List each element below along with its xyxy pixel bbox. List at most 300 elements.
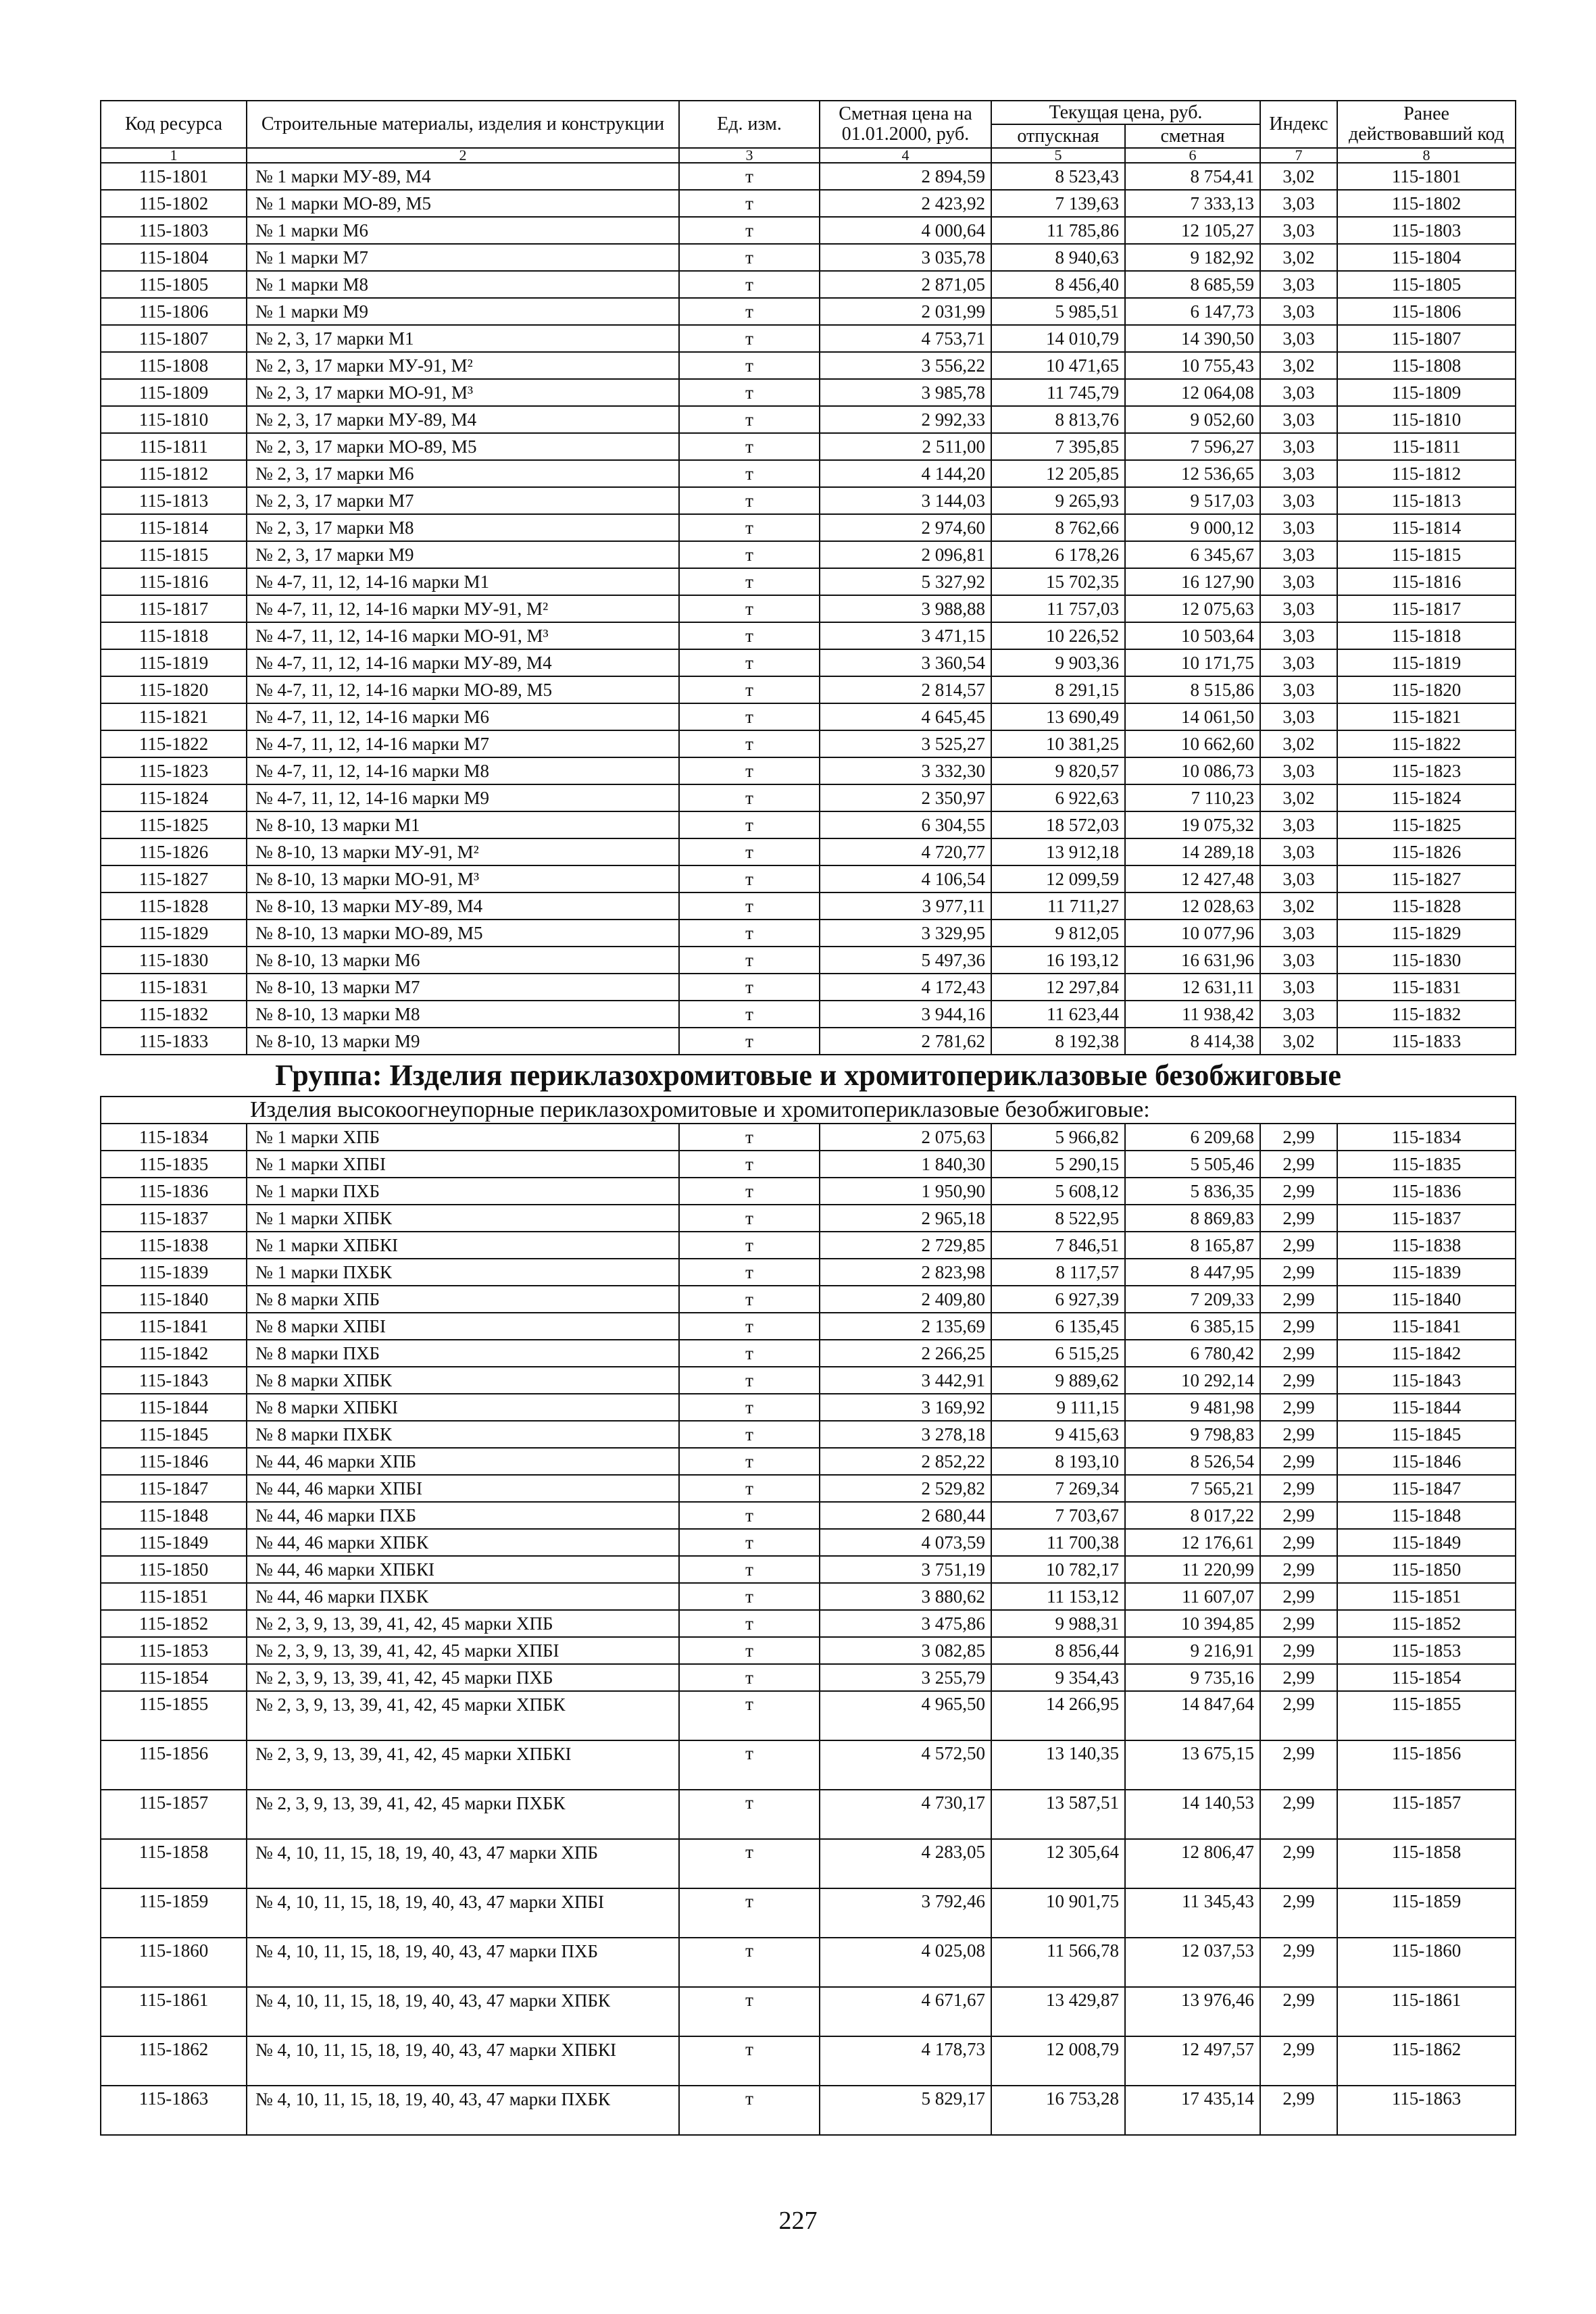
cell-resource-code: 115-1859 — [101, 1888, 247, 1938]
cell-material-name: № 1 марки ХПБI — [247, 1151, 679, 1178]
table-body-section-1 — [101, 163, 1516, 1055]
column-number: 4 — [820, 148, 991, 163]
cell-release-price: 10 471,65 — [991, 352, 1125, 379]
cell-estimate-price: 13 976,46 — [1125, 1987, 1260, 2036]
table-row — [101, 1340, 1516, 1367]
cell-index: 3,03 — [1260, 920, 1337, 947]
table-row — [101, 1987, 1516, 2036]
cell-resource-code: 115-1812 — [101, 460, 247, 487]
cell-index: 3,03 — [1260, 298, 1337, 325]
table-row — [101, 1888, 1516, 1938]
cell-estimate-price: 8 754,41 — [1125, 163, 1260, 190]
cell-index: 3,03 — [1260, 514, 1337, 541]
cell-estimate-price: 12 806,47 — [1125, 1839, 1260, 1888]
table-row — [101, 379, 1516, 406]
cell-material-name: № 2, 3, 17 марки М6 — [247, 460, 679, 487]
cell-previous-code: 115-1863 — [1337, 2086, 1516, 2135]
cell-index: 3,03 — [1260, 1001, 1337, 1028]
cell-release-price: 13 912,18 — [991, 838, 1125, 865]
cell-material-name: № 8-10, 13 марки МО-89, М5 — [247, 920, 679, 947]
cell-unit: т — [679, 1583, 820, 1610]
cell-resource-code: 115-1819 — [101, 649, 247, 676]
cell-previous-code: 115-1808 — [1337, 352, 1516, 379]
cell-base-price: 4 730,17 — [820, 1790, 991, 1839]
table-row — [101, 568, 1516, 595]
cell-release-price: 6 178,26 — [991, 541, 1125, 568]
cell-index: 2,99 — [1260, 1888, 1337, 1938]
cell-release-price: 8 762,66 — [991, 514, 1125, 541]
cell-base-price: 2 992,33 — [820, 406, 991, 433]
cell-estimate-price: 9 735,16 — [1125, 1664, 1260, 1691]
cell-base-price: 4 000,64 — [820, 217, 991, 244]
cell-estimate-price: 8 165,87 — [1125, 1232, 1260, 1259]
cell-index: 2,99 — [1260, 1740, 1337, 1790]
cell-previous-code: 115-1823 — [1337, 757, 1516, 784]
cell-resource-code: 115-1836 — [101, 1178, 247, 1205]
cell-estimate-price: 9 517,03 — [1125, 487, 1260, 514]
cell-unit: т — [679, 406, 820, 433]
cell-unit: т — [679, 1421, 820, 1448]
cell-base-price: 2 423,92 — [820, 190, 991, 217]
cell-resource-code: 115-1844 — [101, 1394, 247, 1421]
cell-release-price: 6 135,45 — [991, 1313, 1125, 1340]
cell-base-price: 2 871,05 — [820, 271, 991, 298]
cell-estimate-price: 7 596,27 — [1125, 433, 1260, 460]
cell-base-price: 2 781,62 — [820, 1028, 991, 1055]
cell-release-price: 8 856,44 — [991, 1637, 1125, 1664]
cell-resource-code: 115-1821 — [101, 703, 247, 730]
cell-resource-code: 115-1861 — [101, 1987, 247, 2036]
table-row — [101, 1529, 1516, 1556]
cell-unit: т — [679, 1938, 820, 1987]
cell-resource-code: 115-1835 — [101, 1151, 247, 1178]
cell-material-name: № 4-7, 11, 12, 14-16 марки МО-91, М³ — [247, 622, 679, 649]
cell-previous-code: 115-1854 — [1337, 1664, 1516, 1691]
cell-estimate-price: 8 869,83 — [1125, 1205, 1260, 1232]
cell-previous-code: 115-1833 — [1337, 1028, 1516, 1055]
cell-estimate-price: 10 755,43 — [1125, 352, 1260, 379]
cell-resource-code: 115-1834 — [101, 1124, 247, 1151]
cell-resource-code: 115-1810 — [101, 406, 247, 433]
cell-previous-code: 115-1840 — [1337, 1286, 1516, 1313]
cell-previous-code: 115-1832 — [1337, 1001, 1516, 1028]
cell-material-name: № 1 марки ХПБКI — [247, 1232, 679, 1259]
cell-material-name: № 2, 3, 17 марки МО-91, М³ — [247, 379, 679, 406]
cell-resource-code: 115-1808 — [101, 352, 247, 379]
cell-material-name: № 8-10, 13 марки М8 — [247, 1001, 679, 1028]
cell-resource-code: 115-1850 — [101, 1556, 247, 1583]
cell-release-price: 11 623,44 — [991, 1001, 1125, 1028]
cell-resource-code: 115-1814 — [101, 514, 247, 541]
cell-unit: т — [679, 298, 820, 325]
cell-release-price: 11 745,79 — [991, 379, 1125, 406]
table-row — [101, 1691, 1516, 1740]
cell-resource-code: 115-1830 — [101, 947, 247, 974]
cell-material-name: № 44, 46 марки ПХБК — [247, 1583, 679, 1610]
cell-resource-code: 115-1828 — [101, 892, 247, 920]
cell-index: 3,03 — [1260, 595, 1337, 622]
table-row — [101, 1583, 1516, 1610]
cell-index: 2,99 — [1260, 2086, 1337, 2135]
table-row — [101, 244, 1516, 271]
cell-release-price: 8 523,43 — [991, 163, 1125, 190]
cell-unit: т — [679, 1259, 820, 1286]
cell-resource-code: 115-1811 — [101, 433, 247, 460]
cell-base-price: 2 096,81 — [820, 541, 991, 568]
cell-release-price: 8 193,10 — [991, 1448, 1125, 1475]
cell-release-price: 8 456,40 — [991, 271, 1125, 298]
cell-unit: т — [679, 1740, 820, 1790]
cell-resource-code: 115-1838 — [101, 1232, 247, 1259]
cell-unit: т — [679, 2086, 820, 2135]
cell-base-price: 3 278,18 — [820, 1421, 991, 1448]
cell-material-name: № 4-7, 11, 12, 14-16 марки М8 — [247, 757, 679, 784]
cell-unit: т — [679, 622, 820, 649]
cell-unit: т — [679, 1367, 820, 1394]
cell-release-price: 5 290,15 — [991, 1151, 1125, 1178]
cell-previous-code: 115-1814 — [1337, 514, 1516, 541]
column-number: 6 — [1125, 148, 1260, 163]
cell-material-name: № 4, 10, 11, 15, 18, 19, 40, 43, 47 марки ХПБКI — [247, 2036, 679, 2086]
cell-material-name: № 2, 3, 9, 13, 39, 41, 42, 45 марки ХПБI — [247, 1637, 679, 1664]
cell-base-price: 3 792,46 — [820, 1888, 991, 1938]
cell-index: 3,02 — [1260, 730, 1337, 757]
cell-base-price: 2 729,85 — [820, 1232, 991, 1259]
cell-estimate-price: 8 447,95 — [1125, 1259, 1260, 1286]
table-row — [101, 676, 1516, 703]
cell-index: 2,99 — [1260, 1475, 1337, 1502]
cell-previous-code: 115-1837 — [1337, 1205, 1516, 1232]
cell-unit: т — [679, 757, 820, 784]
cell-material-name: № 4, 10, 11, 15, 18, 19, 40, 43, 47 марки ПХБ — [247, 1938, 679, 1987]
cell-previous-code: 115-1859 — [1337, 1888, 1516, 1938]
cell-estimate-price: 9 000,12 — [1125, 514, 1260, 541]
cell-resource-code: 115-1857 — [101, 1790, 247, 1839]
cell-material-name: № 2, 3, 9, 13, 39, 41, 42, 45 марки ПХБК — [247, 1790, 679, 1839]
cell-base-price: 4 178,73 — [820, 2036, 991, 2086]
table-row — [101, 541, 1516, 568]
cell-previous-code: 115-1853 — [1337, 1637, 1516, 1664]
cell-material-name: № 2, 3, 17 марки М7 — [247, 487, 679, 514]
cell-release-price: 9 354,43 — [991, 1664, 1125, 1691]
table-row — [101, 487, 1516, 514]
cell-unit: т — [679, 2036, 820, 2086]
cell-previous-code: 115-1847 — [1337, 1475, 1516, 1502]
cell-resource-code: 115-1826 — [101, 838, 247, 865]
table-row — [101, 1001, 1516, 1028]
cell-index: 3,03 — [1260, 271, 1337, 298]
cell-index: 3,03 — [1260, 487, 1337, 514]
table-row — [101, 1421, 1516, 1448]
cell-previous-code: 115-1849 — [1337, 1529, 1516, 1556]
cell-base-price: 3 332,30 — [820, 757, 991, 784]
cell-unit: т — [679, 1124, 820, 1151]
table-row — [101, 1313, 1516, 1340]
cell-previous-code: 115-1821 — [1337, 703, 1516, 730]
header-base-price: Сметная цена на 01.01.2000, руб. — [820, 101, 991, 148]
cell-previous-code: 115-1836 — [1337, 1178, 1516, 1205]
cell-material-name: № 8-10, 13 марки МО-91, М³ — [247, 865, 679, 892]
table-row — [101, 730, 1516, 757]
table-row — [101, 622, 1516, 649]
cell-previous-code: 115-1810 — [1337, 406, 1516, 433]
cell-release-price: 8 940,63 — [991, 244, 1125, 271]
cell-release-price: 13 429,87 — [991, 1987, 1125, 2036]
header-estimate-price: сметная — [1125, 124, 1260, 148]
table-row — [101, 1556, 1516, 1583]
cell-material-name: № 2, 3, 17 марки МУ-91, М² — [247, 352, 679, 379]
cell-index: 3,02 — [1260, 163, 1337, 190]
cell-release-price: 9 111,15 — [991, 1394, 1125, 1421]
cell-release-price: 8 522,95 — [991, 1205, 1125, 1232]
column-number: 8 — [1337, 148, 1516, 163]
cell-estimate-price: 8 526,54 — [1125, 1448, 1260, 1475]
header-index: Индекс — [1260, 101, 1337, 148]
cell-material-name: № 8-10, 13 марки М7 — [247, 974, 679, 1001]
cell-index: 3,02 — [1260, 352, 1337, 379]
cell-resource-code: 115-1822 — [101, 730, 247, 757]
cell-release-price: 5 966,82 — [991, 1124, 1125, 1151]
cell-previous-code: 115-1828 — [1337, 892, 1516, 920]
table-row — [101, 1394, 1516, 1421]
cell-previous-code: 115-1807 — [1337, 325, 1516, 352]
header-unit: Ед. изм. — [679, 101, 820, 148]
cell-index: 2,99 — [1260, 1691, 1337, 1740]
cell-material-name: № 4-7, 11, 12, 14-16 марки М7 — [247, 730, 679, 757]
cell-material-name: № 1 марки ПХБ — [247, 1178, 679, 1205]
cell-estimate-price: 12 536,65 — [1125, 460, 1260, 487]
cell-material-name: № 4, 10, 11, 15, 18, 19, 40, 43, 47 марки ХПБК — [247, 1987, 679, 2036]
cell-index: 2,99 — [1260, 1502, 1337, 1529]
cell-base-price: 2 894,59 — [820, 163, 991, 190]
cell-release-price: 9 265,93 — [991, 487, 1125, 514]
cell-release-price: 7 395,85 — [991, 433, 1125, 460]
table-row — [101, 595, 1516, 622]
cell-index: 3,03 — [1260, 460, 1337, 487]
cell-estimate-price: 9 798,83 — [1125, 1421, 1260, 1448]
cell-base-price: 3 751,19 — [820, 1556, 991, 1583]
cell-estimate-price: 11 938,42 — [1125, 1001, 1260, 1028]
cell-index: 3,02 — [1260, 244, 1337, 271]
table-row — [101, 406, 1516, 433]
cell-previous-code: 115-1826 — [1337, 838, 1516, 865]
cell-previous-code: 115-1834 — [1337, 1124, 1516, 1151]
cell-release-price: 11 711,27 — [991, 892, 1125, 920]
cell-material-name: № 8 марки ПХБ — [247, 1340, 679, 1367]
table-row — [101, 1610, 1516, 1637]
cell-index: 3,03 — [1260, 811, 1337, 838]
cell-index: 3,03 — [1260, 703, 1337, 730]
cell-estimate-price: 11 220,99 — [1125, 1556, 1260, 1583]
cell-release-price: 9 988,31 — [991, 1610, 1125, 1637]
table-row — [101, 1028, 1516, 1055]
cell-estimate-price: 12 631,11 — [1125, 974, 1260, 1001]
cell-estimate-price: 8 414,38 — [1125, 1028, 1260, 1055]
cell-estimate-price: 10 086,73 — [1125, 757, 1260, 784]
subgroup-title: Изделия высокоогнеупорные периклазохромитовые и хромитопериклазовые безобжиговые: — [101, 1097, 1516, 1124]
cell-resource-code: 115-1817 — [101, 595, 247, 622]
column-number: 5 — [991, 148, 1125, 163]
cell-material-name: № 44, 46 марки ПХБ — [247, 1502, 679, 1529]
cell-estimate-price: 12 427,48 — [1125, 865, 1260, 892]
cell-previous-code: 115-1817 — [1337, 595, 1516, 622]
cell-base-price: 3 082,85 — [820, 1637, 991, 1664]
cell-index: 2,99 — [1260, 1839, 1337, 1888]
cell-unit: т — [679, 163, 820, 190]
cell-release-price: 14 266,95 — [991, 1691, 1125, 1740]
cell-previous-code: 115-1813 — [1337, 487, 1516, 514]
table-row — [101, 1286, 1516, 1313]
cell-index: 3,03 — [1260, 325, 1337, 352]
cell-material-name: № 8 марки ХПБ — [247, 1286, 679, 1313]
table-row — [101, 1151, 1516, 1178]
table-row — [101, 1448, 1516, 1475]
cell-index: 2,99 — [1260, 1151, 1337, 1178]
cell-estimate-price: 6 780,42 — [1125, 1340, 1260, 1367]
cell-resource-code: 115-1845 — [101, 1421, 247, 1448]
cell-base-price: 3 169,92 — [820, 1394, 991, 1421]
cell-estimate-price: 10 171,75 — [1125, 649, 1260, 676]
cell-estimate-price: 7 110,23 — [1125, 784, 1260, 811]
table-row — [101, 811, 1516, 838]
cell-release-price: 12 008,79 — [991, 2036, 1125, 2086]
cell-material-name: № 1 марки МУ-89, М4 — [247, 163, 679, 190]
cell-resource-code: 115-1853 — [101, 1637, 247, 1664]
table-row — [101, 974, 1516, 1001]
cell-base-price: 4 106,54 — [820, 865, 991, 892]
cell-resource-code: 115-1843 — [101, 1367, 247, 1394]
cell-estimate-price: 8 685,59 — [1125, 271, 1260, 298]
cell-resource-code: 115-1848 — [101, 1502, 247, 1529]
cell-material-name: № 2, 3, 17 марки М8 — [247, 514, 679, 541]
table-row — [101, 838, 1516, 865]
cell-unit: т — [679, 1178, 820, 1205]
cell-previous-code: 115-1845 — [1337, 1421, 1516, 1448]
cell-base-price: 3 880,62 — [820, 1583, 991, 1610]
column-number: 2 — [247, 148, 679, 163]
cell-previous-code: 115-1831 — [1337, 974, 1516, 1001]
cell-unit: т — [679, 460, 820, 487]
cell-unit: т — [679, 1448, 820, 1475]
cell-unit: т — [679, 1475, 820, 1502]
cell-index: 2,99 — [1260, 1790, 1337, 1839]
cell-material-name: № 2, 3, 9, 13, 39, 41, 42, 45 марки ХПБКI — [247, 1740, 679, 1790]
cell-base-price: 2 680,44 — [820, 1502, 991, 1529]
cell-unit: т — [679, 541, 820, 568]
cell-previous-code: 115-1852 — [1337, 1610, 1516, 1637]
cell-release-price: 9 889,62 — [991, 1367, 1125, 1394]
cell-previous-code: 115-1809 — [1337, 379, 1516, 406]
cell-previous-code: 115-1803 — [1337, 217, 1516, 244]
cell-unit: т — [679, 703, 820, 730]
cell-estimate-price: 12 037,53 — [1125, 1938, 1260, 1987]
cell-release-price: 10 226,52 — [991, 622, 1125, 649]
table-row — [101, 2036, 1516, 2086]
table-row — [101, 1124, 1516, 1151]
price-table-sheet — [100, 100, 1515, 2136]
cell-previous-code: 115-1851 — [1337, 1583, 1516, 1610]
cell-material-name: № 8-10, 13 марки М1 — [247, 811, 679, 838]
cell-unit: т — [679, 838, 820, 865]
cell-estimate-price: 6 345,67 — [1125, 541, 1260, 568]
cell-material-name: № 1 марки ХПБК — [247, 1205, 679, 1232]
cell-unit: т — [679, 920, 820, 947]
cell-resource-code: 115-1824 — [101, 784, 247, 811]
cell-base-price: 2 266,25 — [820, 1340, 991, 1367]
header-resource-code: Код ресурса — [101, 101, 247, 148]
cell-previous-code: 115-1824 — [1337, 784, 1516, 811]
cell-unit: т — [679, 487, 820, 514]
cell-material-name: № 2, 3, 17 марки М1 — [247, 325, 679, 352]
cell-unit: т — [679, 1028, 820, 1055]
cell-material-name: № 8 марки ПХБК — [247, 1421, 679, 1448]
cell-estimate-price: 11 607,07 — [1125, 1583, 1260, 1610]
cell-release-price: 14 010,79 — [991, 325, 1125, 352]
cell-previous-code: 115-1815 — [1337, 541, 1516, 568]
cell-index: 2,99 — [1260, 2036, 1337, 2086]
cell-unit: т — [679, 1394, 820, 1421]
cell-estimate-price: 5 505,46 — [1125, 1151, 1260, 1178]
cell-index: 3,03 — [1260, 433, 1337, 460]
cell-unit: т — [679, 1313, 820, 1340]
cell-unit: т — [679, 568, 820, 595]
cell-base-price: 3 035,78 — [820, 244, 991, 271]
price-table — [100, 100, 1516, 2136]
cell-release-price: 13 690,49 — [991, 703, 1125, 730]
cell-base-price: 2 529,82 — [820, 1475, 991, 1502]
cell-unit: т — [679, 892, 820, 920]
cell-base-price: 3 944,16 — [820, 1001, 991, 1028]
cell-index: 2,99 — [1260, 1637, 1337, 1664]
cell-index: 3,02 — [1260, 892, 1337, 920]
cell-unit: т — [679, 1502, 820, 1529]
cell-index: 3,03 — [1260, 541, 1337, 568]
table-row — [101, 649, 1516, 676]
cell-material-name: № 1 марки М9 — [247, 298, 679, 325]
cell-resource-code: 115-1837 — [101, 1205, 247, 1232]
cell-unit: т — [679, 244, 820, 271]
cell-index: 3,03 — [1260, 974, 1337, 1001]
cell-estimate-price: 9 182,92 — [1125, 244, 1260, 271]
cell-unit: т — [679, 1637, 820, 1664]
cell-material-name: № 8-10, 13 марки МУ-89, М4 — [247, 892, 679, 920]
cell-material-name: № 1 марки М6 — [247, 217, 679, 244]
cell-unit: т — [679, 676, 820, 703]
cell-base-price: 3 442,91 — [820, 1367, 991, 1394]
cell-base-price: 3 977,11 — [820, 892, 991, 920]
cell-material-name: № 8-10, 13 марки М9 — [247, 1028, 679, 1055]
cell-index: 2,99 — [1260, 1529, 1337, 1556]
cell-previous-code: 115-1861 — [1337, 1987, 1516, 2036]
cell-release-price: 13 587,51 — [991, 1790, 1125, 1839]
cell-release-price: 12 099,59 — [991, 865, 1125, 892]
cell-unit: т — [679, 649, 820, 676]
cell-previous-code: 115-1806 — [1337, 298, 1516, 325]
column-number: 3 — [679, 148, 820, 163]
cell-material-name: № 4, 10, 11, 15, 18, 19, 40, 43, 47 марки ХПБ — [247, 1839, 679, 1888]
cell-base-price: 2 852,22 — [820, 1448, 991, 1475]
cell-material-name: № 1 марки ПХБК — [247, 1259, 679, 1286]
cell-resource-code: 115-1806 — [101, 298, 247, 325]
cell-base-price: 4 172,43 — [820, 974, 991, 1001]
cell-index: 2,99 — [1260, 1259, 1337, 1286]
cell-resource-code: 115-1842 — [101, 1340, 247, 1367]
cell-previous-code: 115-1820 — [1337, 676, 1516, 703]
cell-estimate-price: 6 385,15 — [1125, 1313, 1260, 1340]
cell-estimate-price: 6 147,73 — [1125, 298, 1260, 325]
cell-resource-code: 115-1833 — [101, 1028, 247, 1055]
cell-resource-code: 115-1854 — [101, 1664, 247, 1691]
